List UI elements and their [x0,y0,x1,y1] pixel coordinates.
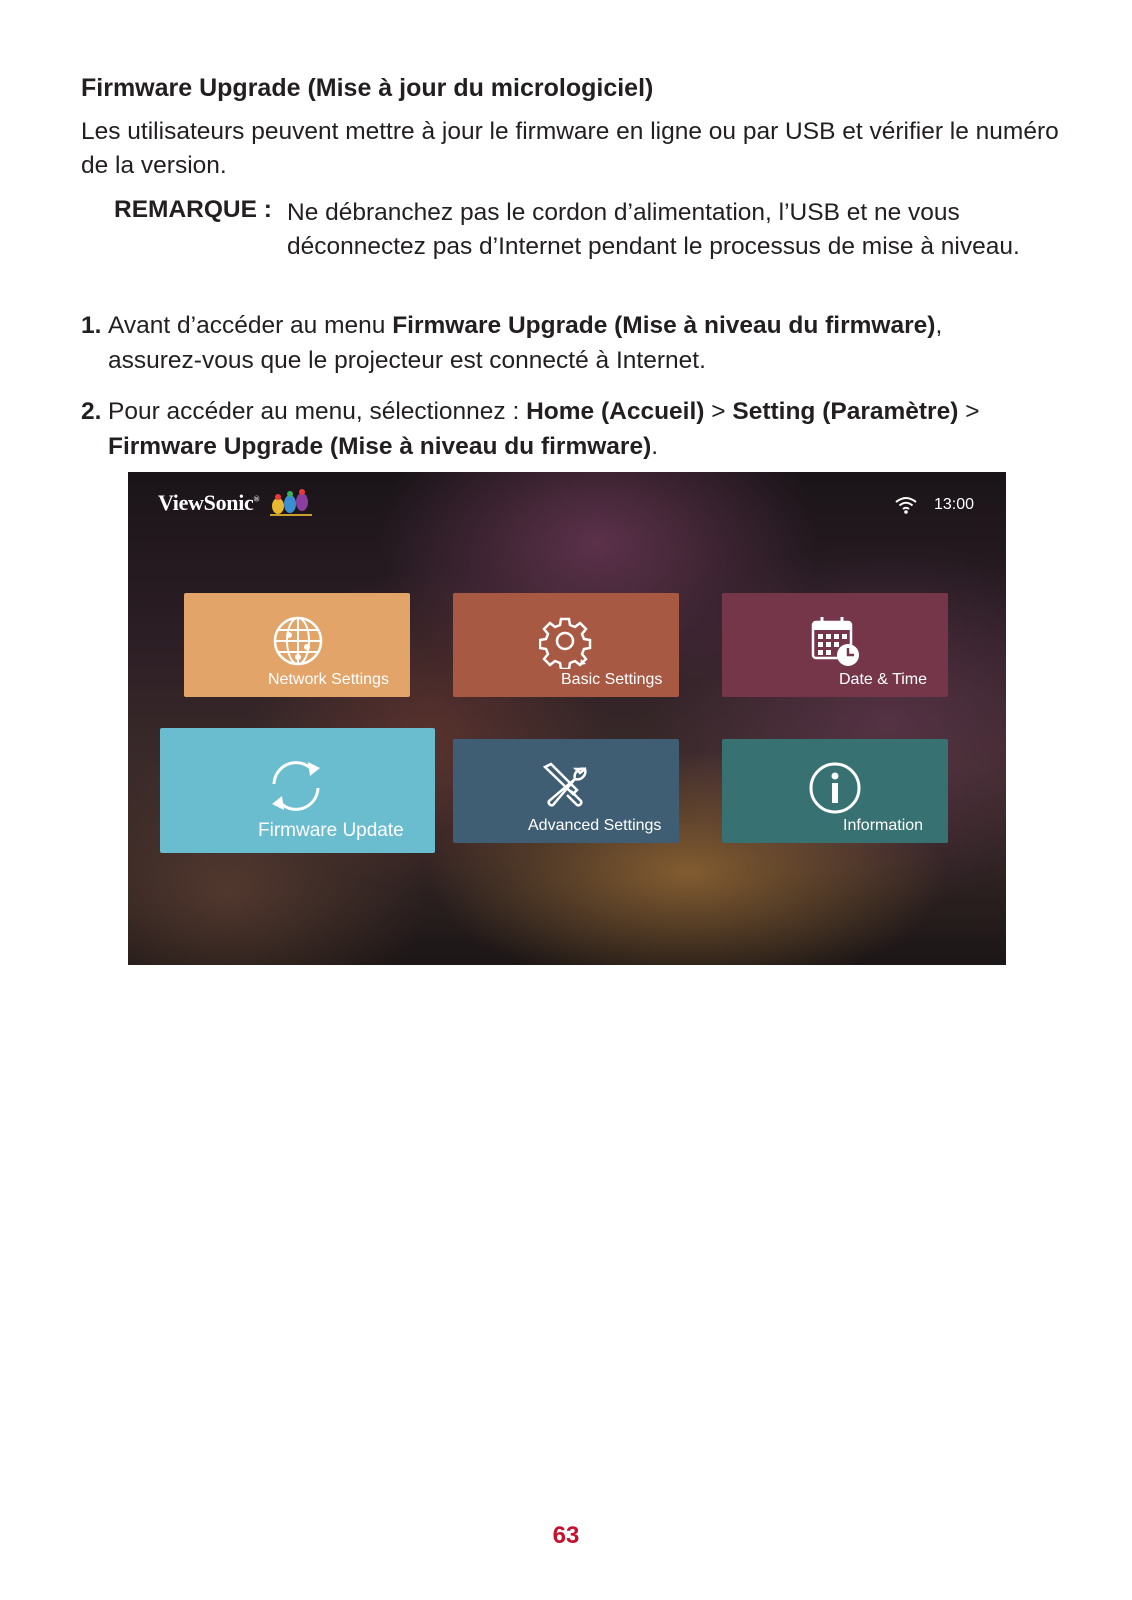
step-text: > [958,398,980,425]
step-bold: Firmware Upgrade (Mise à niveau du firmware) [392,312,936,339]
refresh-icon [264,754,328,818]
brand-name: ViewSonic [158,490,254,515]
page-number: 63 [552,1522,580,1549]
brand-mark: ® [253,494,260,504]
tile-information[interactable] [722,739,948,843]
tile-label: Information [843,817,924,834]
step-bold: Home (Accueil) [526,398,705,425]
step-text: assurez-vous que le projecteur est connecté à Internet. [108,347,706,374]
step-2 [81,394,1071,464]
tile-label: Basic Settings [561,671,663,688]
tile-label: Date & Time [839,671,928,688]
step-text: Avant d’accéder au menu [108,312,393,339]
info-icon [808,761,862,815]
step-text-line2 [81,429,1071,464]
birds-logo-icon [268,488,314,518]
calendar-clock-icon [810,615,860,667]
step-text: , [935,312,943,339]
tile-label: Network Settings [268,671,389,688]
tile-network-settings[interactable] [184,593,410,697]
step-bold: Setting (Paramètre) [732,398,959,425]
tools-icon [541,761,591,811]
step-number: 2. [81,398,102,425]
brand-logo [158,490,259,516]
step-text: > [704,398,733,425]
tile-date-time[interactable] [722,593,948,697]
wifi-icon [894,495,918,515]
step-1 [81,308,1071,378]
tile-basic-settings[interactable] [453,593,679,697]
gear-icon [539,615,593,669]
clock: 13:00 [934,496,975,513]
note-label: REMARQUE : [114,196,272,223]
tile-label: Advanced Settings [528,817,662,834]
step-text: Pour accéder au menu, sélectionnez : [108,398,527,425]
note-text: Ne débranchez pas le cordon d’alimentation, l’USB et ne vous déconnectez pas d’Internet pendant le processus de mise à niveau. [287,199,1020,260]
intro-paragraph: Les utilisateurs peuvent mettre à jour le firmware en ligne ou par USB et vérifier le numéro de la version. [81,118,1059,179]
tile-advanced-settings[interactable] [453,739,679,843]
tile-firmware-update[interactable] [160,728,435,853]
tile-label: Firmware Update [258,820,404,841]
step-number: 1. [81,312,102,339]
step-text: . [651,433,659,460]
section-heading: Firmware Upgrade (Mise à jour du micrologiciel) [81,74,654,102]
step-bold: Firmware Upgrade (Mise à niveau du firmware) [108,433,652,460]
projector-home-screenshot [128,472,1006,965]
globe-icon [272,615,324,667]
